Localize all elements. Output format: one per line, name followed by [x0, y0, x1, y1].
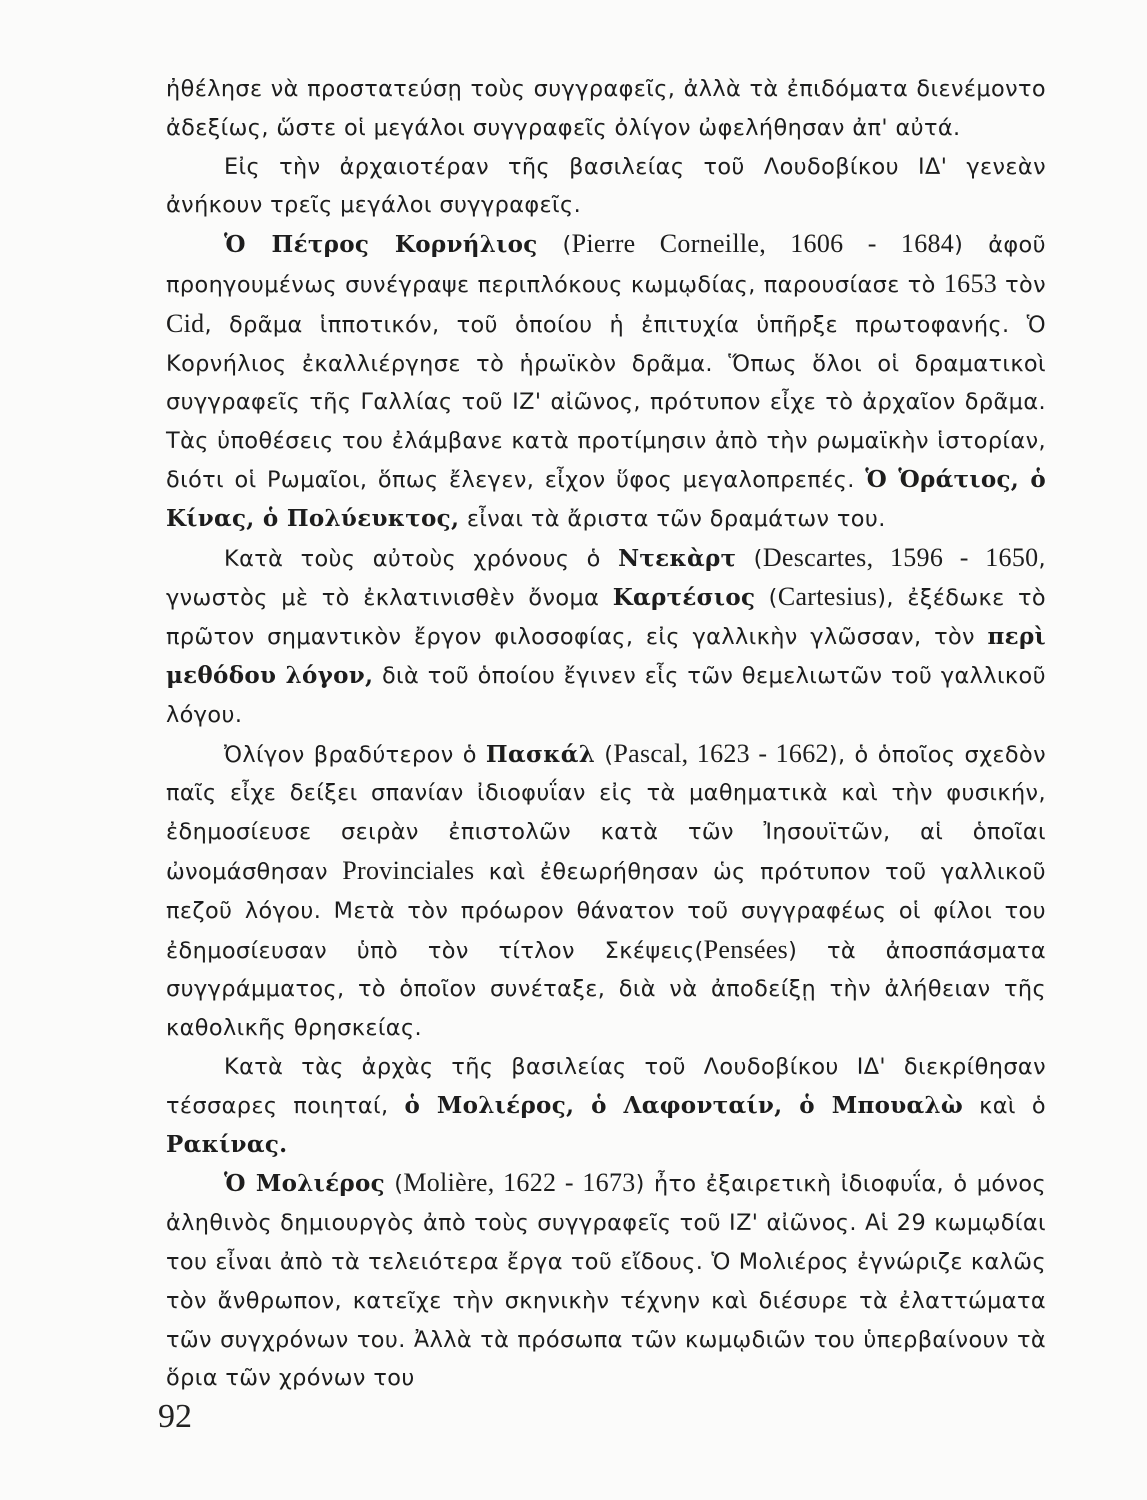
- text-run: καὶ ὁ: [963, 1092, 1046, 1119]
- text-run: Κατὰ τὰς ἀρχὰς τῆς βασιλείας τοῦ Λουδοβίκου ΙΔ' διεκρίθησαν τέσσαρες ποιηταί,: [166, 1053, 1046, 1119]
- text-run: (: [537, 232, 572, 259]
- text-run: ), ὁ ὁποῖος σχεδὸν παῖς εἶχε δείξει σπανίαν ἰδιοφυΐαν εἰς τὰ μαθηματικὰ καὶ τὴν φυσικήν, ἐδημοσίευσε σειρὰν ἐπιστολῶν κατὰ τῶν Ἰησουϊτῶν, αἱ ὁποῖαι ὠνομάσθησαν: [166, 741, 1047, 885]
- latin-text: 1653: [943, 268, 998, 298]
- latin-text: Molière, 1622 - 1673: [403, 1168, 636, 1198]
- paragraph: [166, 735, 1046, 1048]
- text-run: ) ἀφοῦ προηγουμένως συνέγραψε περιπλόκους κωμῳδίας, παρουσίασε τὸ: [166, 232, 1047, 298]
- paragraph: [166, 539, 1046, 735]
- text-run: (: [595, 741, 614, 768]
- text-run: ἠθέλησε νὰ προστατεύσῃ τοὺς συγγραφεῖς, ἀλλὰ τὰ ἐπιδόματα διενέμοντο ἀδεξίως, ὥστε οἱ μεγάλοι συγγραφεῖς ὀλίγον ὠφελήθησαν ἀπ' αὐτά.: [166, 76, 1046, 141]
- paragraph: [166, 1164, 1046, 1398]
- latin-text: Pierre Corneille, 1606 - 1684: [571, 229, 955, 259]
- text-run: διὰ τοῦ ὁποίου ἔγινεν εἷς τῶν θεμελιωτῶν τοῦ γαλλικοῦ λόγου.: [166, 662, 1046, 728]
- body-text: [166, 70, 1046, 1398]
- text-run: (: [755, 585, 778, 612]
- paragraph: [166, 225, 1046, 538]
- latin-text: Descartes, 1596 - 1650: [762, 542, 1039, 572]
- text-run: Κατὰ τοὺς αὐτοὺς χρόνους ὁ: [224, 545, 619, 572]
- page-number: 92: [158, 1398, 192, 1435]
- bold-term: Καρτέσιος: [612, 584, 756, 612]
- text-run: ), ἐξέδωκε τὸ πρῶτον σημαντικὸν ἔργον φιλοσοφίας, εἰς γαλλικὴν γλῶσσαν, τὸν: [166, 585, 1046, 651]
- latin-text: Cid: [166, 308, 205, 338]
- text-run: εἶναι τὰ ἄριστα τῶν δραμάτων του.: [459, 505, 886, 532]
- latin-text: Provinciales: [342, 855, 475, 885]
- bold-term: περὶ μεθόδου λόγον,: [166, 623, 1046, 689]
- paragraph: [166, 148, 1046, 226]
- text-run: , γνωστὸς μὲ τὸ ἐκλατινισθὲν ὄνομα: [166, 545, 1046, 612]
- bold-term: Ρακίνας.: [166, 1130, 288, 1158]
- text-run: ) τὰ ἀποσπάσματα συγγράμματος, τὸ ὁποῖον συνέταξε, διὰ νὰ ἀποδείξῃ τὴν ἀλήθειαν τῆς καθολικῆς θρησκείας.: [166, 937, 1046, 1042]
- latin-text: Pascal, 1623 - 1662: [613, 738, 829, 768]
- paragraph: [166, 70, 1046, 148]
- bold-term: ὁ Μολιέρος, ὁ Λαφονταίν, ὁ Μπουαλὼ: [404, 1091, 964, 1119]
- text-run: , δρᾶμα ἱπποτικόν, τοῦ ὁποίου ἡ ἐπιτυχία ὑπῆρξε πρωτοφανής. Ὁ Κορνήλιος ἐκαλλιέργησε τὸ ἡρωϊκὸν δρᾶμα. Ὅπως ὅλοι οἱ δραματικοὶ συγγραφεῖς τῆς Γαλλίας τοῦ ΙΖ' αἰῶνος, πρότυπον εἶχε τὸ ἀρχαῖον δρᾶμα. Τὰς ὑποθέσεις του ἐλάμβανε κατὰ προτίμησιν ἀπὸ τὴν ρωμαϊκὴν ἱστορίαν, διότι οἱ Ρωμαῖοι, ὅπως ἔλεγεν, εἶχον ὕφος μεγαλοπρεπές.: [166, 311, 1046, 493]
- bold-term: Ὁ Ὁράτιος, ὁ Κίνας, ὁ Πολύευκτος,: [166, 465, 1046, 532]
- text-run: Ὀλίγον βραδύτερον ὁ: [224, 741, 486, 768]
- text-run: Εἰς τὴν ἀρχαιοτέραν τῆς βασιλείας τοῦ Λουδοβίκου ΙΔ' γενεὰν ἀνήκουν τρεῖς μεγάλοι συγγραφεῖς.: [166, 153, 1046, 219]
- latin-text: Pensées: [703, 934, 789, 964]
- bold-term: Ὁ Πέτρος Κορνήλιος: [224, 231, 538, 259]
- text-run: καὶ ἐθεωρήθησαν ὡς πρότυπον τοῦ γαλλικοῦ πεζοῦ λόγου. Μετὰ τὸν πρόωρον θάνατον τοῦ συγγραφέως οἱ φίλοι του ἐδημοσίευσαν ὑπὸ τὸν τίτλον Σκέψεις(: [166, 858, 1046, 964]
- latin-text: Cartesius: [777, 582, 878, 612]
- text-run: τὸν: [997, 271, 1047, 298]
- text-run: ) ἦτο ἐξαιρετικὴ ἰδιοφυΐα, ὁ μόνος ἀληθινὸς δημιουργὸς ἀπὸ τοὺς συγγραφεῖς τοῦ ΙΖ' αἰῶνος. Αἱ 29 κωμῳδίαι του εἶναι ἀπὸ τὰ τελειότερα ἔργα τοῦ εἴδους. Ὁ Μολιέρος ἐγνώριζε καλῶς τὸν ἄνθρωπον, κατεῖχε τὴν σκηνικὴν τέχνην καὶ διέσυρε τὰ ἐλαττώματα τῶν συγχρόνων του. Ἀλλὰ τὰ πρόσωπα τῶν κωμῳδιῶν του ὑπερβαίνουν τὰ ὅρια τῶν χρόνων του: [166, 1171, 1047, 1392]
- text-run: (: [736, 545, 763, 572]
- bold-term: Πασκάλ: [485, 740, 596, 768]
- paragraph: [166, 1048, 1046, 1164]
- text-run: (: [384, 1171, 404, 1198]
- bold-term: Ὁ Μολιέρος: [224, 1170, 385, 1198]
- bold-term: Ντεκὰρτ: [618, 544, 737, 572]
